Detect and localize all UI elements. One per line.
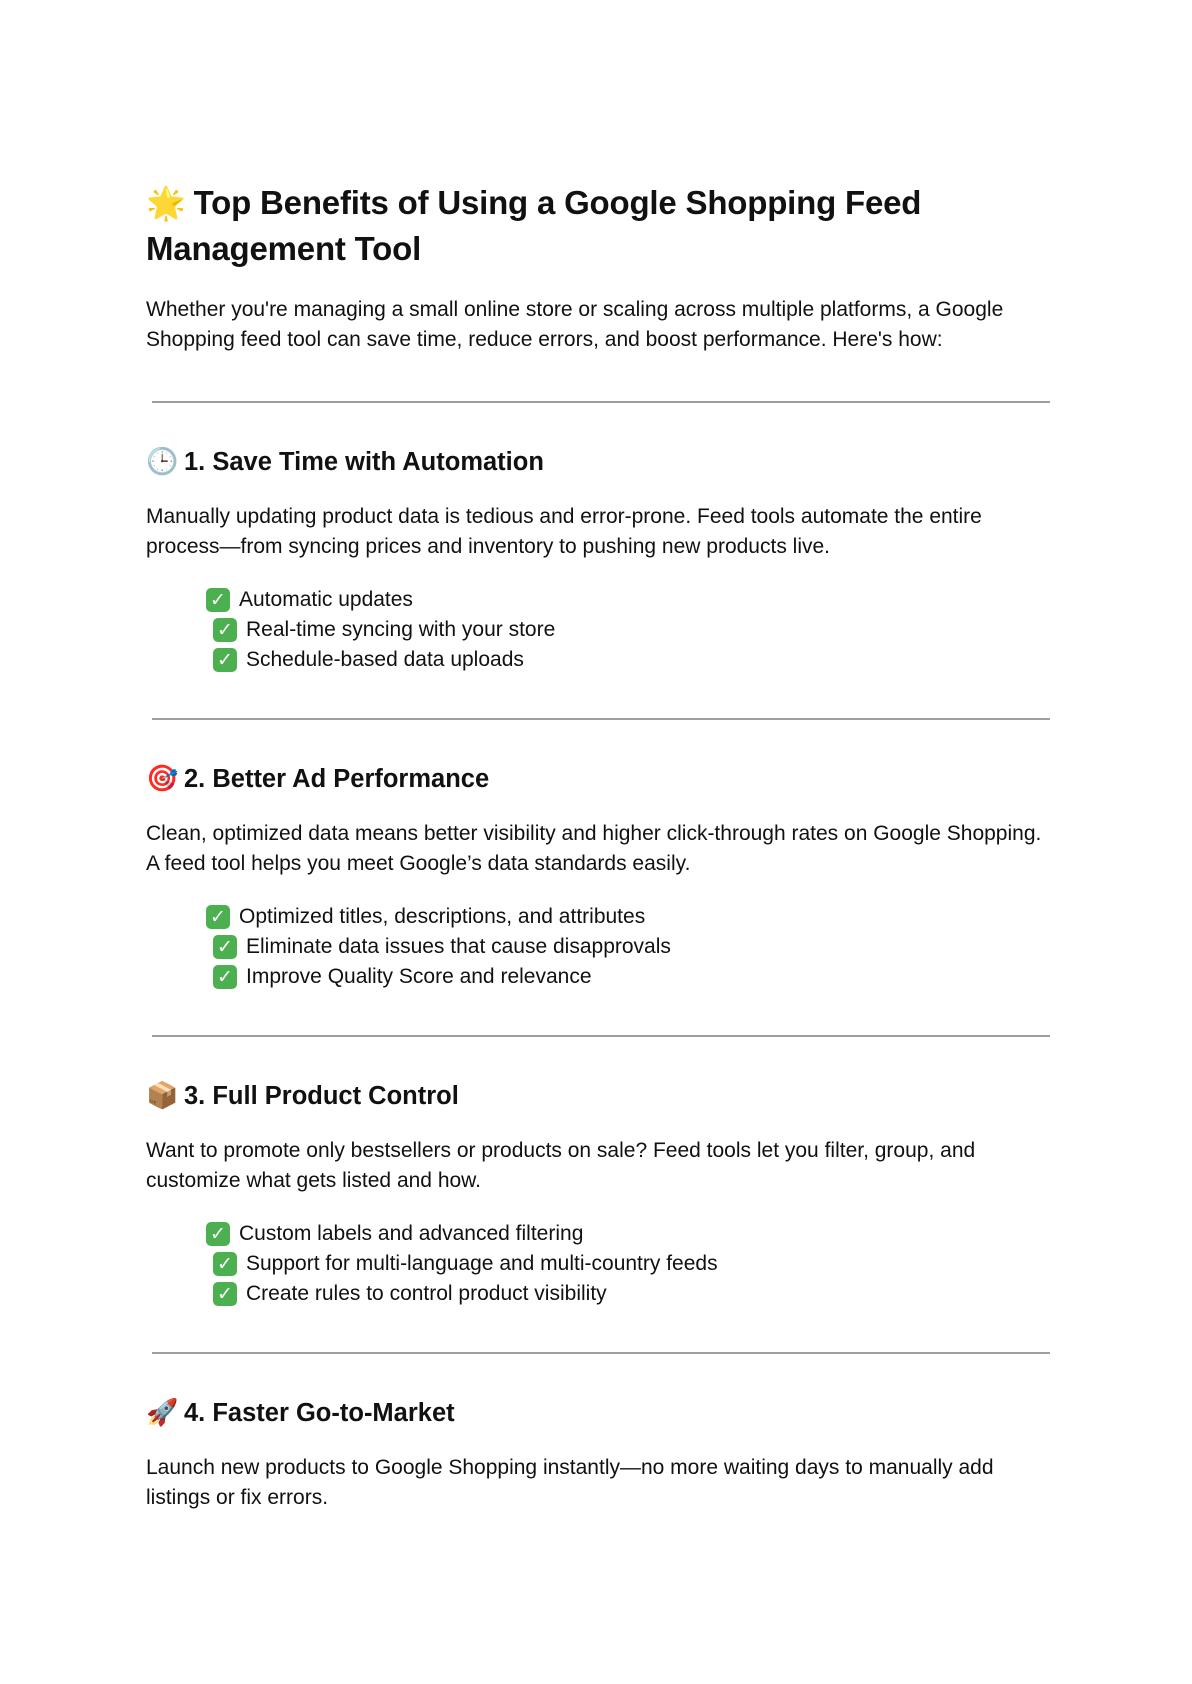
list-item-text: Support for multi-language and multi-country feeds bbox=[246, 1252, 718, 1275]
section-go-to-market bbox=[146, 1396, 1056, 1513]
check-mark-icon: ✓ bbox=[213, 618, 237, 642]
section-heading bbox=[146, 1079, 1056, 1113]
list-item-text: Real-time syncing with your store bbox=[246, 618, 556, 641]
section-body: Launch new products to Google Shopping instantly—no more waiting days to manually add listings or fix errors. bbox=[146, 1456, 994, 1509]
page-title bbox=[146, 180, 1056, 272]
list-item-text: Create rules to control product visibility bbox=[246, 1282, 607, 1305]
check-mark-icon: ✓ bbox=[213, 1282, 237, 1306]
list-item-text: Improve Quality Score and relevance bbox=[246, 965, 592, 988]
benefit-checklist bbox=[146, 1219, 1056, 1309]
list-item-text: Custom labels and advanced filtering bbox=[239, 1222, 584, 1245]
list-item bbox=[206, 1279, 1056, 1309]
document-page bbox=[146, 180, 1056, 1513]
section-heading bbox=[146, 762, 1056, 796]
rocket-icon: 🚀 bbox=[146, 1398, 179, 1428]
section-heading-text: 1. Save Time with Automation bbox=[184, 448, 544, 476]
list-item-text: Schedule-based data uploads bbox=[246, 648, 524, 671]
benefit-checklist bbox=[146, 585, 1056, 675]
check-mark-icon: ✓ bbox=[213, 935, 237, 959]
section-ad-performance bbox=[146, 762, 1056, 992]
section-heading-text: 4. Faster Go-to-Market bbox=[184, 1399, 455, 1427]
page-title-text: Top Benefits of Using a Google Shopping Feed Management Tool bbox=[146, 184, 922, 267]
list-item bbox=[206, 902, 1056, 932]
target-icon: 🎯 bbox=[146, 764, 179, 794]
list-item bbox=[206, 585, 1056, 615]
list-item bbox=[206, 615, 1056, 645]
benefit-checklist bbox=[146, 902, 1056, 992]
clock-icon: 🕒 bbox=[146, 447, 179, 477]
list-item-text: Optimized titles, descriptions, and attributes bbox=[239, 905, 646, 928]
check-mark-icon: ✓ bbox=[206, 588, 230, 612]
list-item bbox=[206, 1249, 1056, 1279]
section-save-time bbox=[146, 445, 1056, 675]
check-mark-icon: ✓ bbox=[213, 965, 237, 989]
section-body: Clean, optimized data means better visibility and higher click-through rates on Google Shopping. A feed tool helps you meet Google’s data standards easily. bbox=[146, 822, 1042, 875]
check-mark-icon: ✓ bbox=[206, 1222, 230, 1246]
section-heading-text: 3. Full Product Control bbox=[184, 1082, 459, 1110]
check-mark-icon: ✓ bbox=[213, 1252, 237, 1276]
section-heading bbox=[146, 445, 1056, 479]
list-item bbox=[206, 1219, 1056, 1249]
list-item bbox=[206, 932, 1056, 962]
package-icon: 📦 bbox=[146, 1081, 179, 1111]
section-body: Manually updating product data is tedious and error-prone. Feed tools automate the entire process—from syncing prices and inventory to pushing new products live. bbox=[146, 505, 982, 558]
list-item-text: Automatic updates bbox=[239, 588, 413, 611]
list-item-text: Eliminate data issues that cause disapprovals bbox=[246, 935, 671, 958]
intro-paragraph: Whether you're managing a small online store or scaling across multiple platforms, a Google Shopping feed tool can save time, reduce errors, and boost performance. Here's how: bbox=[146, 298, 1004, 351]
glowing-star-icon: 🌟 bbox=[146, 184, 186, 222]
check-mark-icon: ✓ bbox=[206, 905, 230, 929]
section-body: Want to promote only bestsellers or products on sale? Feed tools let you filter, group, and customize what gets listed and how. bbox=[146, 1139, 976, 1192]
section-product-control bbox=[146, 1079, 1056, 1309]
list-item bbox=[206, 962, 1056, 992]
check-mark-icon: ✓ bbox=[213, 648, 237, 672]
section-heading bbox=[146, 1396, 1056, 1430]
section-heading-text: 2. Better Ad Performance bbox=[184, 765, 490, 793]
list-item bbox=[206, 645, 1056, 675]
